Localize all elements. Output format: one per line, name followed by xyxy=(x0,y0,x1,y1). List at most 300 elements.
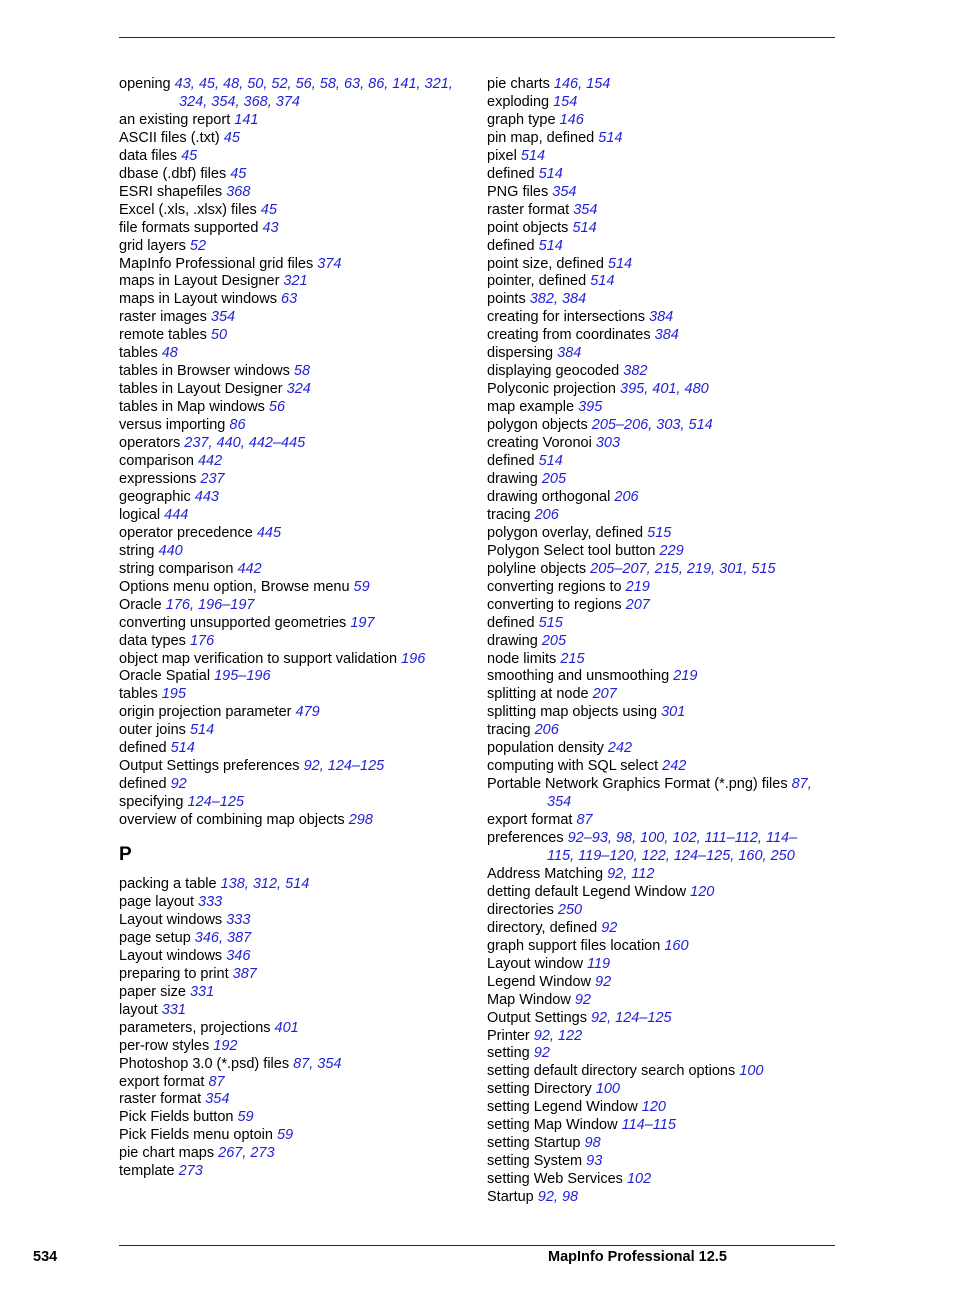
index-entry xyxy=(119,1127,479,1145)
page-reference-link[interactable]: 442 xyxy=(237,560,262,577)
index-term: dbase (.dbf) files xyxy=(119,165,231,182)
page-reference-link[interactable]: 395 xyxy=(578,399,603,416)
index-entry xyxy=(487,920,817,938)
index-term: data files xyxy=(119,147,182,164)
index-term: export format xyxy=(119,1073,209,1090)
page-reference-link[interactable]: 59 xyxy=(353,578,370,595)
index-term: pointer, defined xyxy=(487,273,591,290)
index-term: layout xyxy=(119,1001,162,1018)
index-entry xyxy=(119,220,479,238)
page-reference-link[interactable]: 52 xyxy=(189,237,207,254)
index-entry xyxy=(119,435,479,453)
page-reference-link[interactable]: 93 xyxy=(586,1153,603,1170)
page-reference-link[interactable]: 48 xyxy=(161,345,178,362)
index-term: Layout window xyxy=(487,955,587,972)
page-reference-link[interactable]: 197 xyxy=(350,614,375,631)
index-entry xyxy=(487,112,817,130)
index-term: string xyxy=(119,542,159,559)
page-reference-link[interactable]: 92, 122 xyxy=(533,1027,583,1044)
page-reference-link[interactable]: 514 xyxy=(520,147,546,164)
page-reference-link[interactable]: 384 xyxy=(557,345,582,362)
index-term: page layout xyxy=(119,893,199,910)
index-entry xyxy=(119,417,479,435)
index-term: graph support files location xyxy=(487,937,665,954)
page-reference-link[interactable]: 331 xyxy=(161,1001,186,1018)
page-reference-link[interactable]: 92 xyxy=(533,1045,550,1062)
index-entry xyxy=(487,794,817,812)
index-entry xyxy=(119,812,479,830)
index-entry xyxy=(119,1109,479,1127)
index-term: pie chart maps xyxy=(119,1145,219,1162)
index-term: setting Startup xyxy=(487,1135,585,1152)
index-term: dispersing xyxy=(487,345,558,362)
page-reference-link[interactable]: 354 xyxy=(552,183,577,200)
index-term: opening xyxy=(119,76,175,92)
page-reference-link[interactable]: 346, 387 xyxy=(194,929,252,946)
index-entry xyxy=(487,1117,817,1135)
index-entry xyxy=(119,363,479,381)
index-term: points xyxy=(487,291,530,308)
index-term: splitting at node xyxy=(487,686,593,703)
index-entry xyxy=(119,912,479,930)
page-reference-link[interactable]: 45 xyxy=(181,147,198,164)
page-reference-link[interactable]: 368 xyxy=(226,183,251,200)
page-reference-link[interactable]: 92 xyxy=(574,991,591,1008)
page-reference-link[interactable]: 92, 112 xyxy=(607,865,655,882)
index-term: parameters, projections xyxy=(119,1019,275,1036)
index-term: Photoshop 3.0 (*.psd) files xyxy=(119,1055,294,1072)
page-reference-link[interactable]: 514 xyxy=(590,273,615,290)
page-reference-link[interactable]: 273 xyxy=(178,1163,203,1180)
page-reference-link[interactable]: 138, 312, 514 xyxy=(220,876,310,893)
index-entry xyxy=(119,1056,479,1074)
index-entry xyxy=(119,1020,479,1038)
index-term: converting to regions xyxy=(487,596,626,613)
page-reference-link[interactable]: 92, 124–125 xyxy=(303,758,385,775)
index-term: file formats supported xyxy=(119,219,263,236)
page-reference-link[interactable]: 205 xyxy=(541,470,567,487)
page-reference-link[interactable]: 324, 354, 368, 374 xyxy=(179,93,300,110)
index-entry xyxy=(487,291,817,309)
index-entry xyxy=(487,1171,817,1189)
page-reference-link[interactable]: 219 xyxy=(673,668,698,685)
index-term: maps in Layout windows xyxy=(119,291,281,308)
page-reference-link[interactable]: 215 xyxy=(560,650,585,667)
page-reference-link[interactable]: 58 xyxy=(293,363,311,380)
index-entry xyxy=(487,148,817,166)
page-reference-link[interactable]: 98 xyxy=(584,1135,601,1152)
index-entry xyxy=(487,525,817,543)
page-reference-link[interactable]: 100 xyxy=(739,1063,764,1080)
page-reference-link[interactable]: 395, 401, 480 xyxy=(620,381,709,398)
index-entry xyxy=(119,1074,479,1092)
index-term: point size, defined xyxy=(487,255,608,272)
page-reference-link[interactable]: 237, 440, 442–445 xyxy=(184,435,306,452)
index-term: expressions xyxy=(119,470,201,487)
page-reference-link[interactable]: 354 xyxy=(210,309,236,326)
index-term: tables xyxy=(119,345,162,362)
page-reference-link[interactable]: 87, xyxy=(791,776,812,793)
page-reference-link[interactable]: 401 xyxy=(274,1019,299,1036)
page-reference-link[interactable]: 298 xyxy=(348,812,373,829)
index-term: MapInfo Professional grid files xyxy=(119,255,318,272)
page-reference-link[interactable]: 514 xyxy=(170,740,195,757)
index-entry xyxy=(119,615,479,633)
page-reference-link[interactable]: 250 xyxy=(557,901,583,918)
page-reference-link[interactable]: 267, 273 xyxy=(218,1145,275,1162)
index-term: Address Matching xyxy=(487,865,608,882)
index-entry xyxy=(487,435,817,453)
index-entry xyxy=(487,76,817,94)
index-term: polyline objects xyxy=(487,560,591,577)
page-reference-link[interactable]: 354 xyxy=(573,201,598,218)
index-entry xyxy=(119,525,479,543)
page-reference-link[interactable]: 196 xyxy=(401,650,426,667)
index-entry xyxy=(119,704,479,722)
page-reference-link[interactable]: 45 xyxy=(223,129,240,146)
index-entry xyxy=(487,740,817,758)
index-entry xyxy=(487,417,817,435)
index-entry xyxy=(119,453,479,471)
index-term: PNG files xyxy=(487,183,553,200)
page-reference-link[interactable]: 303 xyxy=(595,435,621,452)
page-reference-link[interactable]: 92–93, 98, 100, 102, 111–112, 114– xyxy=(567,830,798,847)
page-reference-link[interactable]: 346 xyxy=(226,947,251,964)
page-reference-link[interactable]: 219 xyxy=(625,578,650,595)
index-entry xyxy=(119,740,479,758)
page-reference-link[interactable]: 387 xyxy=(232,965,257,982)
page-reference-link[interactable]: 92 xyxy=(601,919,618,936)
index-term: converting regions to xyxy=(487,578,626,595)
page-reference-link[interactable]: 154 xyxy=(553,93,578,110)
index-column-right xyxy=(487,76,817,1207)
index-entry xyxy=(487,974,817,992)
index-entry xyxy=(487,1063,817,1081)
page-reference-link[interactable]: 206 xyxy=(534,506,559,523)
page-reference-link[interactable]: 206 xyxy=(614,488,639,505)
index-entry xyxy=(487,399,817,417)
page-reference-link[interactable]: 92, 98 xyxy=(537,1189,579,1206)
index-entry xyxy=(119,651,479,669)
index-entry xyxy=(487,956,817,974)
page-reference-link[interactable]: 384 xyxy=(649,309,674,326)
index-entry xyxy=(119,202,479,220)
page-reference-link[interactable]: 331 xyxy=(189,983,215,1000)
index-term: versus importing xyxy=(119,417,230,434)
index-term: remote tables xyxy=(119,327,211,344)
page-reference-link[interactable]: 87 xyxy=(576,812,593,829)
page-reference-link[interactable]: 382 xyxy=(623,363,648,380)
index-entry xyxy=(487,256,817,274)
index-term: Oracle xyxy=(119,596,166,613)
index-term: point objects xyxy=(487,219,573,236)
page-reference-link[interactable]: 195–196 xyxy=(214,668,271,685)
index-entry xyxy=(487,848,817,866)
index-term: map example xyxy=(487,399,579,416)
index-entry xyxy=(487,94,817,112)
page-reference-link[interactable]: 321 xyxy=(283,273,308,290)
index-term: converting unsupported geometries xyxy=(119,614,351,631)
index-term: creating for intersections xyxy=(487,309,649,326)
index-entry xyxy=(119,94,479,112)
index-entry xyxy=(487,830,817,848)
page-reference-link[interactable]: 195 xyxy=(161,686,186,703)
page-reference-link[interactable]: 56 xyxy=(268,399,286,416)
page-reference-link[interactable]: 514 xyxy=(538,237,563,254)
footer-rule xyxy=(119,1245,835,1246)
index-term: Legend Window xyxy=(487,973,596,990)
index-term: comparison xyxy=(119,453,198,470)
index-entry xyxy=(119,345,479,363)
index-entry xyxy=(119,507,479,525)
index-term: computing with SQL select xyxy=(487,758,663,775)
index-term: Polyconic projection xyxy=(487,381,620,398)
page-reference-link[interactable]: 205–207, 215, 219, 301, 515 xyxy=(590,560,776,577)
index-term: Excel (.xls, .xlsx) files xyxy=(119,201,261,218)
page-reference-link[interactable]: 92 xyxy=(170,776,187,793)
page-reference-link[interactable]: 207 xyxy=(625,596,650,613)
page-reference-link[interactable]: 86 xyxy=(229,417,246,434)
page-reference-link[interactable]: 207 xyxy=(592,686,617,703)
page-reference-link[interactable]: 242 xyxy=(607,740,633,757)
page-reference-link[interactable]: 443 xyxy=(194,488,219,505)
index-entry xyxy=(119,930,479,948)
index-entry xyxy=(487,633,817,651)
index-entry xyxy=(487,1028,817,1046)
index-entry xyxy=(487,668,817,686)
page-reference-link[interactable]: 205 xyxy=(541,632,567,649)
index-entry xyxy=(119,597,479,615)
section-heading: P xyxy=(119,844,132,866)
page-reference-link[interactable]: 100 xyxy=(595,1081,620,1098)
page-reference-link[interactable]: 63 xyxy=(281,291,298,308)
index-term: graph type xyxy=(487,111,560,128)
page-reference-link[interactable]: 114–115 xyxy=(621,1117,676,1134)
page-reference-link[interactable]: 206 xyxy=(534,722,559,739)
index-term: Layout windows xyxy=(119,947,227,964)
index-term: tables in Map windows xyxy=(119,399,269,416)
page-reference-link[interactable]: 176, 196–197 xyxy=(165,596,255,613)
index-entry xyxy=(119,381,479,399)
page-reference-link[interactable]: 440 xyxy=(158,542,183,559)
index-term: directories xyxy=(487,901,558,918)
page-reference-link[interactable]: 205–206, 303, 514 xyxy=(591,417,713,434)
index-term: object map verification to support validation xyxy=(119,650,402,667)
index-term: defined xyxy=(487,165,539,182)
page-reference-link[interactable]: 50 xyxy=(210,327,228,344)
page-reference-link[interactable]: 119 xyxy=(586,955,611,972)
index-entry xyxy=(487,489,817,507)
index-term: tracing xyxy=(487,506,535,523)
index-entry xyxy=(487,812,817,830)
page-reference-link[interactable]: 374 xyxy=(317,255,342,272)
page-reference-link[interactable]: 87 xyxy=(208,1073,225,1090)
page-reference-link[interactable]: 192 xyxy=(213,1037,238,1054)
index-entry xyxy=(119,166,479,184)
index-entry xyxy=(487,902,817,920)
index-term: tables in Layout Designer xyxy=(119,381,287,398)
page-reference-link[interactable]: 301 xyxy=(661,704,686,721)
page-reference-link[interactable]: 382, 384 xyxy=(529,291,587,308)
index-term: defined xyxy=(119,776,171,793)
page-reference-link[interactable]: 59 xyxy=(276,1127,294,1144)
index-entry xyxy=(487,992,817,1010)
page-reference-link[interactable]: 43, 45, 48, 50, 52, 56, 58, 63, 86, 141, 321, xyxy=(174,76,453,92)
index-term: tables xyxy=(119,686,162,703)
index-term: smoothing and unsmoothing xyxy=(487,668,674,685)
page-reference-link[interactable]: 515 xyxy=(538,614,563,631)
page-reference-link[interactable]: 242 xyxy=(662,758,687,775)
page-reference-link[interactable]: 237 xyxy=(200,470,225,487)
index-term: per-row styles xyxy=(119,1037,214,1054)
page-reference-link[interactable]: 515 xyxy=(647,524,672,541)
page-reference-link[interactable]: 384 xyxy=(654,327,679,344)
page-reference-link[interactable]: 514 xyxy=(538,453,563,470)
index-entry xyxy=(119,722,479,740)
index-term: Pick Fields menu optoin xyxy=(119,1127,277,1144)
page-reference-link[interactable]: 120 xyxy=(641,1099,666,1116)
index-term: Polygon Select tool button xyxy=(487,542,660,559)
index-term: pixel xyxy=(487,147,521,164)
index-term: Layout windows xyxy=(119,911,227,928)
page-reference-link[interactable]: 102 xyxy=(626,1171,652,1188)
index-entry xyxy=(119,273,479,291)
page-reference-link[interactable]: 514 xyxy=(572,219,597,236)
header-rule xyxy=(119,37,835,38)
page-reference-link[interactable]: 45 xyxy=(260,201,277,218)
index-entry xyxy=(119,966,479,984)
index-term: displaying geocoded xyxy=(487,363,624,380)
page-reference-link[interactable]: 444 xyxy=(164,506,189,523)
page-reference-link[interactable]: 176 xyxy=(189,632,215,649)
index-term: setting xyxy=(487,1045,534,1062)
page-reference-link[interactable]: 120 xyxy=(690,883,715,900)
index-entry xyxy=(119,1163,479,1181)
index-entry xyxy=(487,1099,817,1117)
page-reference-link[interactable]: 124–125 xyxy=(187,794,244,811)
index-term: directory, defined xyxy=(487,919,602,936)
page-reference-link[interactable]: 92, 124–125 xyxy=(590,1009,672,1026)
page-reference-link[interactable]: 229 xyxy=(659,542,684,559)
page-reference-link[interactable]: 92 xyxy=(595,973,612,990)
page-number: 534 xyxy=(33,1249,58,1265)
index-term: template xyxy=(119,1163,179,1180)
page-reference-link[interactable]: 45 xyxy=(230,165,247,182)
page-reference-link[interactable]: 442 xyxy=(197,453,223,470)
page-reference-link[interactable]: 59 xyxy=(237,1109,254,1126)
page-reference-link[interactable]: 479 xyxy=(295,704,320,721)
index-term: defined xyxy=(487,614,539,631)
index-entry xyxy=(487,1189,817,1207)
page-reference-link[interactable]: 333 xyxy=(226,911,251,928)
index-entry xyxy=(487,202,817,220)
footer-product-title: MapInfo Professional 12.5 xyxy=(548,1249,727,1265)
index-entry xyxy=(487,220,817,238)
index-entry xyxy=(487,1045,817,1063)
index-term: polygon objects xyxy=(487,417,592,434)
index-term: maps in Layout Designer xyxy=(119,273,284,290)
index-entry xyxy=(119,668,479,686)
index-term: tracing xyxy=(487,722,535,739)
index-entry xyxy=(487,381,817,399)
index-entry xyxy=(119,291,479,309)
index-term: polygon overlay, defined xyxy=(487,524,648,541)
page-reference-link[interactable]: 514 xyxy=(607,255,633,272)
index-term: outer joins xyxy=(119,722,190,739)
index-entry xyxy=(487,1153,817,1171)
index-entry xyxy=(119,794,479,812)
index-term: Options menu option, Browse menu xyxy=(119,578,354,595)
index-term: creating from coordinates xyxy=(487,327,655,344)
index-term: Oracle Spatial xyxy=(119,668,215,685)
page-reference-link[interactable]: 354 xyxy=(547,794,572,811)
index-term: Pick Fields button xyxy=(119,1109,238,1126)
index-entry xyxy=(119,543,479,561)
index-entry xyxy=(487,722,817,740)
page-reference-link[interactable]: 141 xyxy=(234,111,259,128)
page-reference-link[interactable]: 514 xyxy=(598,129,623,146)
page-reference-link[interactable]: 324 xyxy=(286,381,311,398)
index-term: setting Web Services xyxy=(487,1171,627,1188)
page-reference-link[interactable]: 514 xyxy=(189,722,215,739)
page-reference-link[interactable]: 146 xyxy=(559,111,584,128)
index-entry xyxy=(487,579,817,597)
index-entry xyxy=(487,884,817,902)
index-term: population density xyxy=(487,740,608,757)
index-entry xyxy=(119,309,479,327)
index-entry xyxy=(119,633,479,651)
page-reference-link[interactable]: 115, 119–120, 122, 124–125, 160, 250 xyxy=(547,847,795,864)
index-term: raster format xyxy=(119,1091,206,1108)
index-term: specifying xyxy=(119,794,188,811)
page-reference-link[interactable]: 445 xyxy=(256,524,282,541)
index-term: node limits xyxy=(487,650,561,667)
page-reference-link[interactable]: 354 xyxy=(205,1091,230,1108)
index-entry xyxy=(487,561,817,579)
index-term: drawing xyxy=(487,470,542,487)
index-entry xyxy=(487,686,817,704)
index-entry xyxy=(119,184,479,202)
index-term: an existing report xyxy=(119,111,235,128)
page-reference-link[interactable]: 43 xyxy=(262,219,279,236)
index-term: defined xyxy=(487,237,539,254)
index-term: operators xyxy=(119,435,185,452)
index-entry xyxy=(119,876,479,894)
index-term: raster format xyxy=(487,201,574,218)
index-entry xyxy=(487,651,817,669)
page-reference-link[interactable]: 160 xyxy=(664,937,689,954)
index-entry xyxy=(119,984,479,1002)
index-entry xyxy=(487,238,817,256)
index-entry xyxy=(119,489,479,507)
index-entry xyxy=(119,948,479,966)
index-term: drawing orthogonal xyxy=(487,488,615,505)
index-term: grid layers xyxy=(119,237,190,254)
index-term: splitting map objects using xyxy=(487,704,662,721)
page-reference-link[interactable]: 333 xyxy=(198,893,223,910)
index-entry xyxy=(487,597,817,615)
page-reference-link[interactable]: 514 xyxy=(538,165,563,182)
index-entry xyxy=(487,166,817,184)
index-term: Map Window xyxy=(487,991,575,1008)
page-reference-link[interactable]: 87, 354 xyxy=(293,1055,342,1072)
page-reference-link[interactable]: 146, 154 xyxy=(553,76,611,92)
index-term: string comparison xyxy=(119,560,238,577)
index-entry xyxy=(119,776,479,794)
index-entry xyxy=(119,256,479,274)
index-entry xyxy=(487,1135,817,1153)
index-entry xyxy=(487,615,817,633)
